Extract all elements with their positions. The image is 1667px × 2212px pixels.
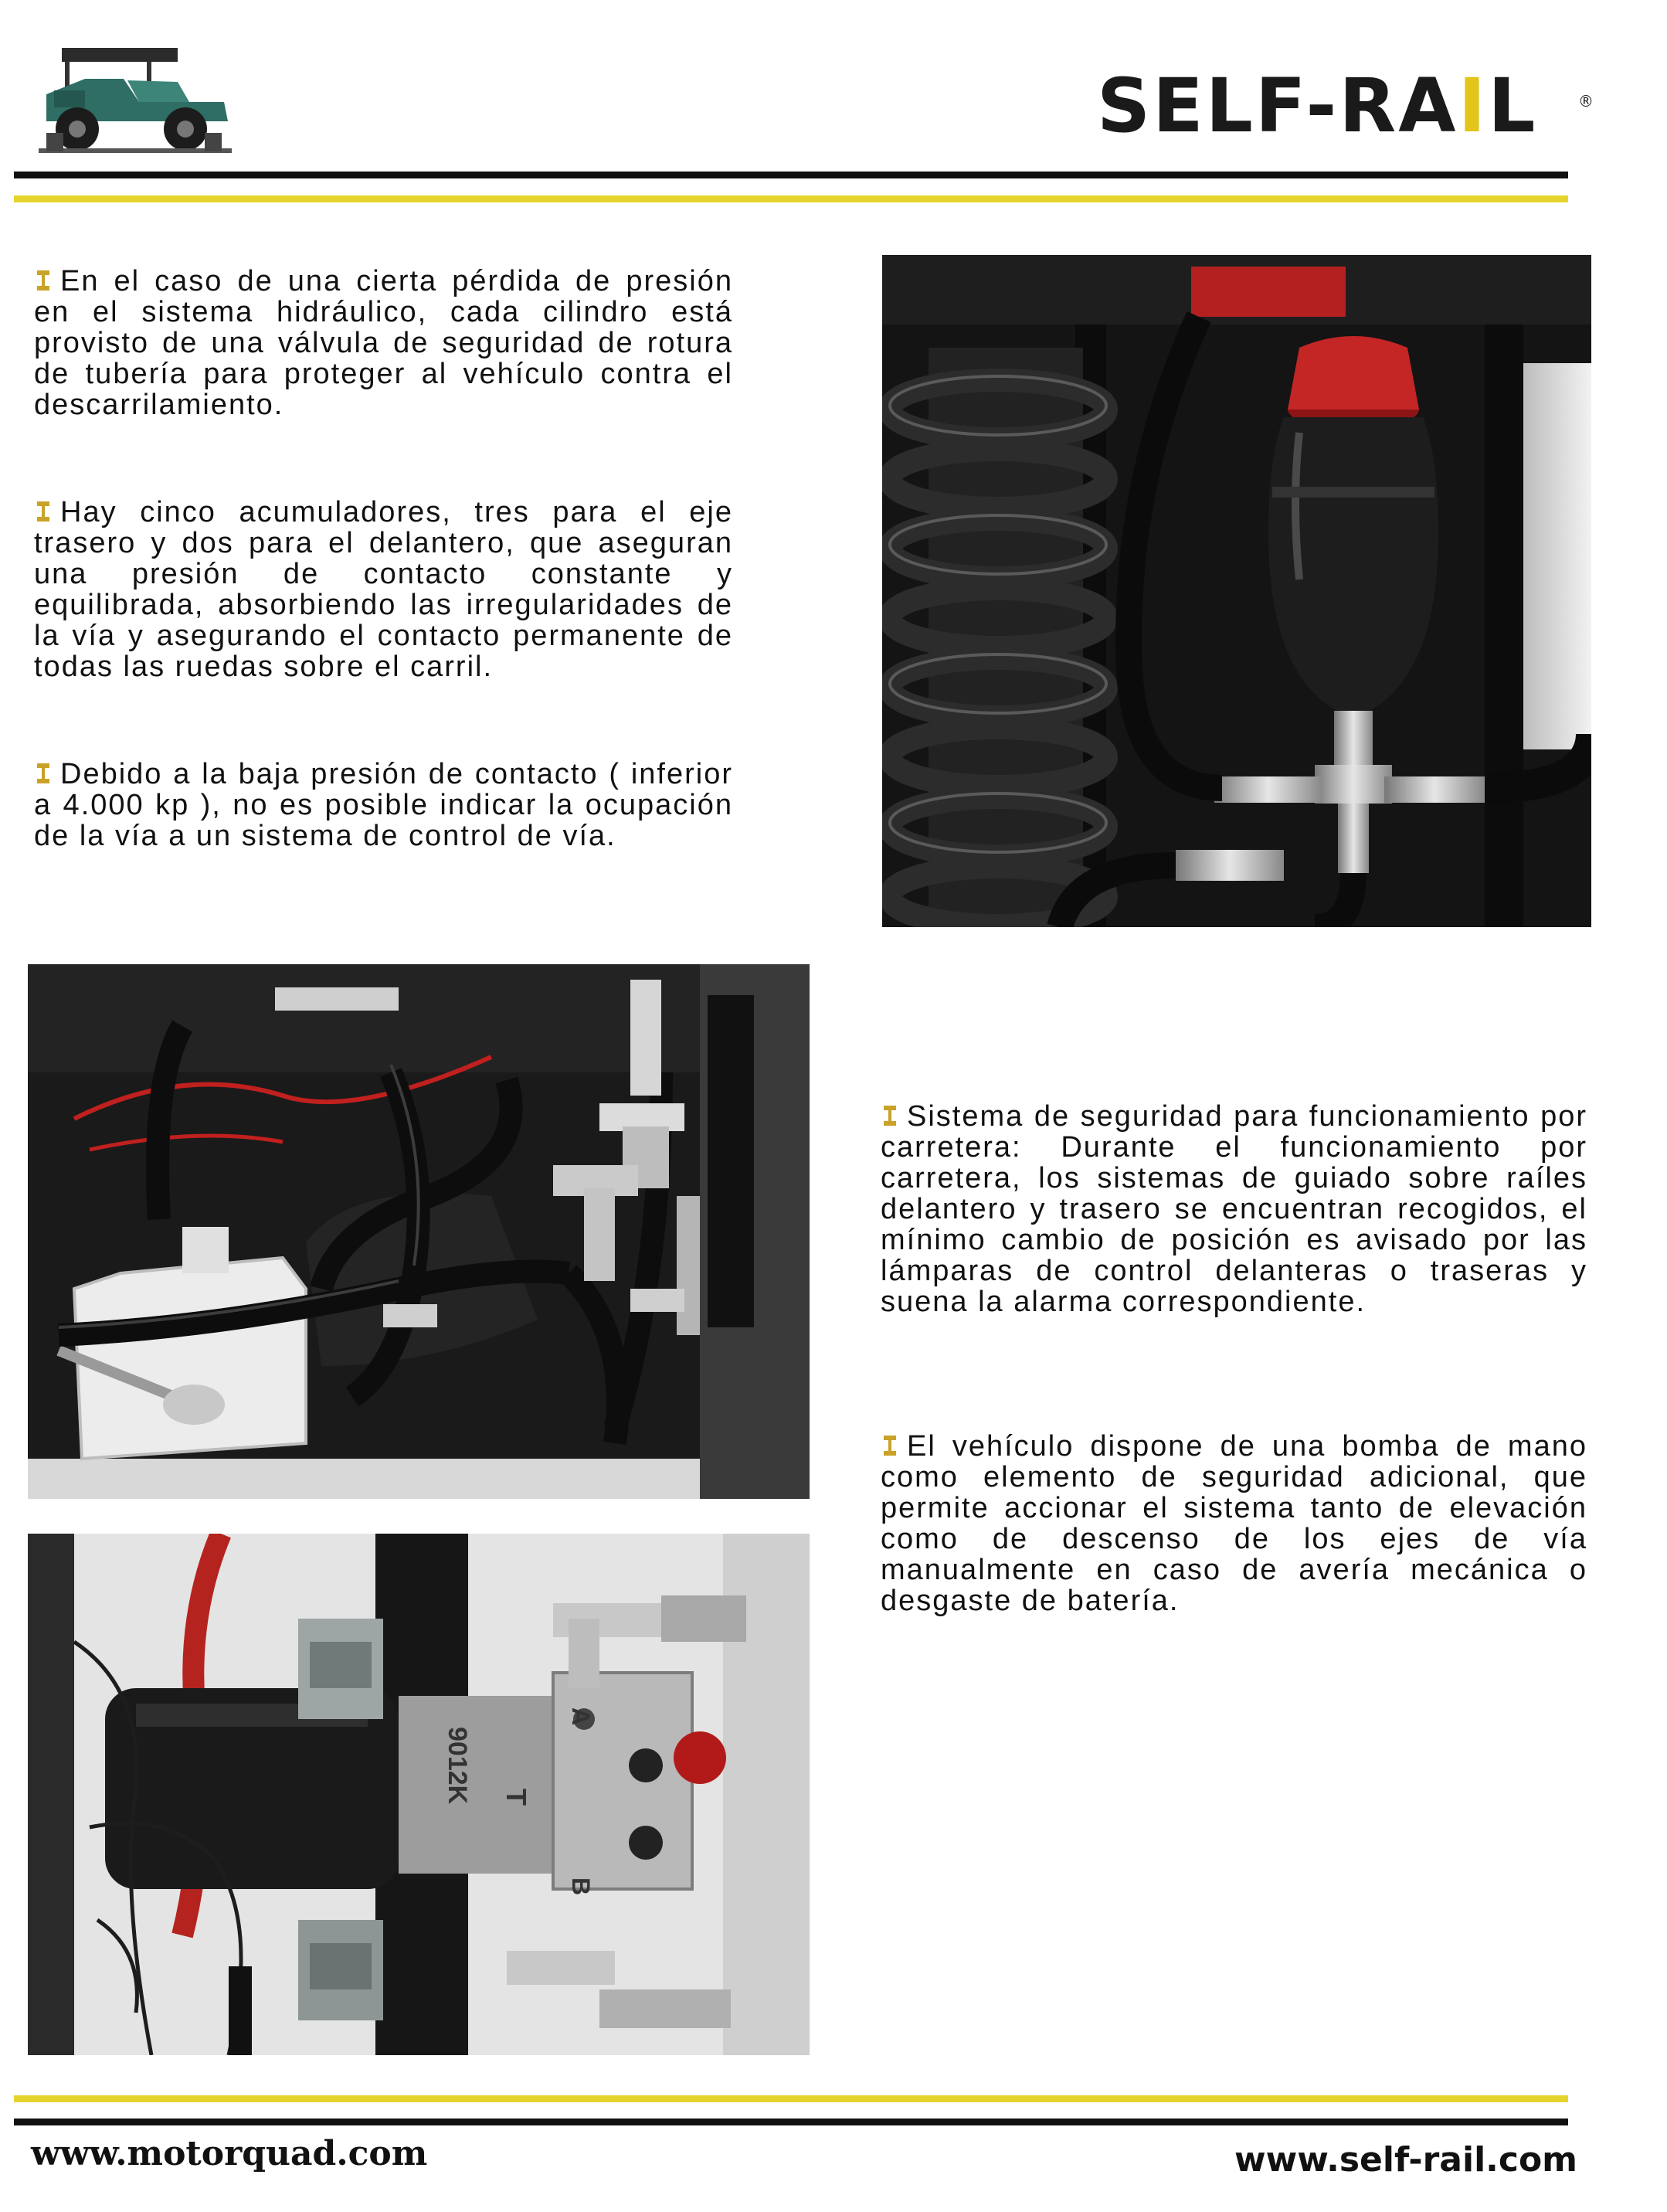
rail-profile-icon: [34, 500, 53, 523]
paragraph-text: Sistema de seguridad para funcionamiento por carretera: Durante el funcionamiento por carretera, los sistemas de guiado sobre raíles delantero y trasero se encuentran recogidos, el mínimo cambio de posición es avisado por las lámparas de control delanteras o traseras y suena la alarma correspondiente.: [881, 1100, 1587, 1318]
footer-link-motorquad[interactable]: www.motorquad.com: [31, 2134, 428, 2173]
valve-mark-a: A: [567, 1707, 595, 1726]
footer-rule-yellow: [14, 2095, 1568, 2102]
valve-mark-t: T: [501, 1789, 532, 1806]
paragraph-text: Hay cinco acumuladores, tres para el eje trasero y dos para el delantero, que aseguran una presión de contacto constante y equilibrada, absorbiendo las irregularidades de la vía y asegurando el contacto permanente de todas las ruedas sobre el carril.: [34, 496, 733, 683]
paragraph-road-safety-system: [881, 1101, 1587, 1317]
rail-profile-icon: [34, 762, 53, 785]
photo-accumulator-spring: [882, 255, 1591, 927]
brand-name: SELF-RAIL: [1097, 63, 1538, 149]
rail-profile-icon: [34, 269, 53, 292]
paragraph-accumulators: [34, 497, 733, 682]
registered-mark: ®: [1578, 92, 1596, 110]
vehicle-thumbnail: [31, 17, 239, 164]
footer-rule-black: [14, 2119, 1568, 2125]
valve-code: 9012K: [443, 1727, 472, 1805]
brand-logo: [1097, 63, 1596, 149]
valve-mark-b: B: [567, 1877, 595, 1896]
footer-link-self-rail[interactable]: www.self-rail.com: [1234, 2140, 1578, 2180]
photo-hydraulic-hoses: [28, 964, 810, 1499]
paragraph-text: En el caso de una cierta pérdida de presión en el sistema hidráulico, cada cilindro está provisto de una válvula de seguridad de rotura de tubería para proteger al vehículo contra el descarrilamiento.: [34, 265, 733, 421]
paragraph-text: Debido a la baja presión de contacto ( inferior a 4.000 kp ), no es posible indicar la ocupación de la vía a un sistema de control de vía.: [34, 758, 733, 852]
header-rule-black: [14, 172, 1568, 178]
paragraph-pipe-rupture-valve: [34, 266, 733, 420]
paragraph-text: El vehículo dispone de una bomba de mano como elemento de seguridad adicional, que permite accionar el sistema tanto de elevación como de descenso de los ejes de vía manualmente en caso de avería mecánica o desgaste de batería.: [881, 1430, 1587, 1617]
paragraph-hand-pump: [881, 1431, 1587, 1616]
rail-profile-icon: [881, 1434, 899, 1457]
photo-valve-block: [28, 1534, 810, 2055]
header-rule-yellow: [14, 195, 1568, 202]
rail-profile-icon: [881, 1104, 899, 1127]
paragraph-contact-pressure: [34, 759, 733, 851]
